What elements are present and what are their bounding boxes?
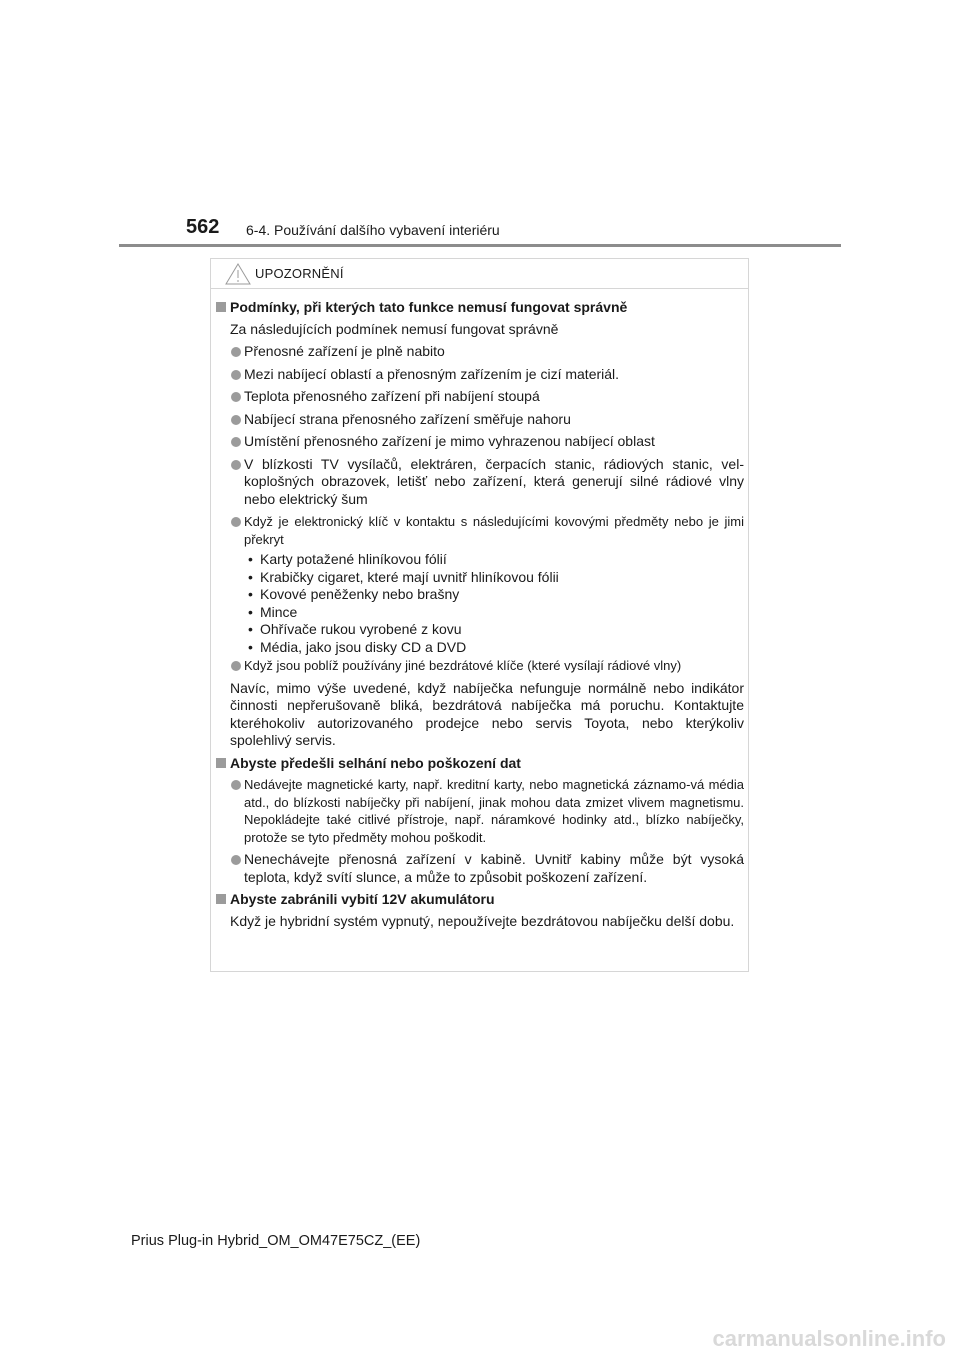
warning-box bbox=[210, 258, 749, 972]
circle-bullet-icon bbox=[231, 370, 241, 380]
warning-content bbox=[216, 299, 744, 935]
section-title-text: Abyste předešli selhání nebo poškození dat bbox=[230, 754, 521, 771]
page-number: 562 bbox=[186, 216, 220, 238]
list-item-text: Nedávejte magnetické karty, např. kreditní karty, nebo magnetická záznamo-vá média atd., do blízkosti nabíječky při nabíjení, jinak mohou data zmizet vlivem magnetismu. Nepokládejte také citlivé přístroje, např. náramkové hodinky atd., blízko nabíječky, protože se tyto předměty mohou poškodit. bbox=[244, 777, 744, 845]
circle-bullet-icon bbox=[231, 415, 241, 425]
list-item bbox=[216, 433, 744, 451]
section-text: Když je hybridní systém vypnutý, nepoužívejte bezdrátovou nabíječku delší dobu. bbox=[230, 912, 735, 929]
circle-bullet-icon bbox=[231, 855, 241, 865]
sub-list-item: • Kovové peněženky nebo brašny bbox=[246, 586, 744, 604]
chapter-title: 6-4. Používání dalšího vybavení interiéru bbox=[246, 222, 500, 238]
list-item bbox=[216, 411, 744, 429]
section-title-text: Abyste zabránili vybití 12V akumulátoru bbox=[230, 891, 495, 907]
list-item-text: Umístění přenosného zařízení je mimo vyhrazenou nabíjecí oblast bbox=[244, 433, 655, 449]
watermark: carmanualsonline.info bbox=[712, 1326, 946, 1351]
sub-list-item: • Mince bbox=[246, 604, 744, 622]
square-bullet-icon bbox=[216, 302, 226, 312]
list-item-text: Nabíjecí strana přenosného zařízení směřuje nahoru bbox=[244, 410, 571, 427]
circle-bullet-icon bbox=[231, 780, 241, 790]
list-item-text: Nenechávejte přenosná zařízení v kabině. Uvnitř kabiny může být vysoká teplota, když svítí slunce, a může to způsobit poškození zařízení. bbox=[244, 851, 744, 885]
square-bullet-icon bbox=[216, 894, 226, 904]
sub-list-item: • Ohřívače rukou vyrobené z kovu bbox=[246, 621, 744, 639]
warning-triangle-icon bbox=[225, 263, 251, 285]
sub-list-item: • Krabičky cigaret, které mají uvnitř hliníkovou fólii bbox=[246, 569, 744, 587]
circle-bullet-icon bbox=[231, 661, 241, 671]
list-item bbox=[216, 388, 744, 406]
list-item-text: Když jsou poblíž používány jiné bezdrátové klíče (které vysílají rádiové vlny) bbox=[244, 658, 682, 673]
section-title bbox=[216, 891, 744, 909]
sub-list-item: • Média, jako jsou disky CD a DVD bbox=[246, 639, 744, 657]
list-item bbox=[216, 366, 744, 384]
circle-bullet-icon bbox=[231, 437, 241, 447]
list-item-text: Přenosné zařízení je plně nabito bbox=[244, 343, 445, 359]
warning-header bbox=[211, 259, 748, 289]
section-title bbox=[216, 299, 744, 317]
list-item-text: Když je elektronický klíč v kontaktu s následujícími kovovými předměty nebo je jimi překryt bbox=[244, 514, 744, 547]
list-item bbox=[216, 776, 744, 846]
circle-bullet-icon bbox=[231, 347, 241, 357]
circle-bullet-icon bbox=[231, 517, 241, 527]
section-title bbox=[216, 755, 744, 773]
header-divider bbox=[119, 244, 841, 247]
section-intro: Za následujících podmínek nemusí fungovat správně bbox=[230, 320, 559, 337]
square-bullet-icon bbox=[216, 758, 226, 768]
circle-bullet-icon bbox=[231, 392, 241, 402]
footer-doc-id: Prius Plug-in Hybrid_OM_OM47E75CZ_(EE) bbox=[131, 1233, 421, 1249]
list-item bbox=[216, 343, 744, 361]
list-item bbox=[216, 456, 744, 509]
warning-label: UPOZORNĚNÍ bbox=[255, 266, 344, 281]
section-title-text: Podmínky, při kterých tato funkce nemusí fungovat správně bbox=[230, 299, 628, 315]
sub-list bbox=[216, 551, 744, 656]
list-item-text: Mezi nabíjecí oblastí a přenosným zařízením je cizí materiál. bbox=[244, 365, 620, 382]
circle-bullet-icon bbox=[231, 460, 241, 470]
list-item-text: V blízkosti TV vysílačů, elektráren, čerpacích stanic, rádiových stanic, vel-koplošných obrazovek, letišť nebo zařízení, která generují silné rádiové vlny nebo elektrický šum bbox=[244, 455, 744, 507]
list-item bbox=[216, 657, 744, 675]
list-item bbox=[216, 513, 744, 548]
section-note: Navíc, mimo výše uvedené, když nabíječka nefunguje normálně nebo indikátor činnosti nepřerušovaně bliká, bezdrátová nabíječka má poruchu. Kontaktujte kteréhokoliv autorizovaného prodejce nebo servis Toyota, nebo kterýkoliv spolehlivý servis. bbox=[230, 679, 744, 748]
list-item bbox=[216, 851, 744, 886]
sub-list-item: • Karty potažené hliníkovou fólií bbox=[246, 551, 744, 569]
list-item-text: Teplota přenosného zařízení při nabíjení stoupá bbox=[244, 388, 540, 404]
